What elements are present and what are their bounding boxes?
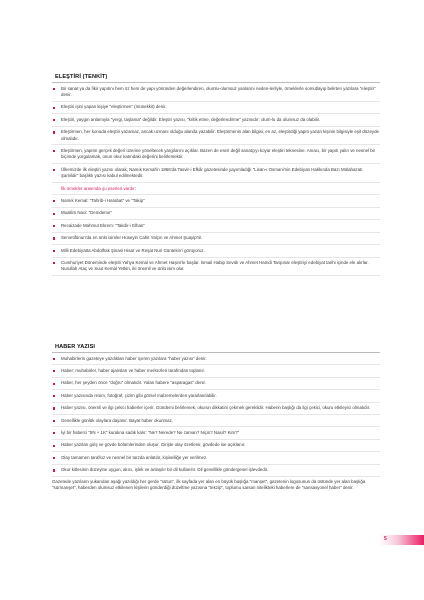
- list-item-text: Haber, her şeyden önce "doğru" olmalıdır. Yalan habere "asparagas" denir.: [61, 380, 206, 386]
- list-item: [52, 258, 380, 277]
- list-item-body: [52, 418, 380, 424]
- list-item-text: Servetifünun'da en ünlü isimler Hüseyin Cahit Yalçın ve Ahmet Şuayip'tir.: [61, 235, 203, 241]
- list-item-text: Cumhuriyet Döneminde eleştiri Yahya Kemal ve Ahmet Haşim'le başlar. İsmail Habip Sevük ve Ahmet Hamdi Tanpınar eleştiriyi edebiyat tarihi içinde ele alırlar. Nurullah Ataç ve Suut Kemal Yetkin, iki önemli ve ünlü isim olur.: [61, 260, 369, 272]
- list-item: [52, 195, 380, 207]
- list-item-text: Olay tamamen tarafsız ve nesnel bir tarzda anlatılır, kişiselliğe yer verilmez.: [61, 454, 208, 460]
- list-item: [52, 452, 380, 464]
- list-item-body: [52, 223, 380, 229]
- square-bullet-icon: [53, 469, 55, 471]
- square-bullet-icon: [53, 169, 55, 171]
- square-bullet-icon: [53, 457, 55, 459]
- bullet-list-b: [52, 195, 380, 276]
- square-bullet-icon: [53, 237, 55, 239]
- list-item-text: Muallim Naci: "Demdeme": [61, 210, 112, 216]
- list-item: [52, 440, 380, 452]
- list-item: [52, 220, 380, 232]
- list-item-body: [52, 104, 380, 110]
- square-bullet-icon: [53, 407, 55, 409]
- closing-paragraph: Gazetede yazıların yukarıdan aşağı yazıldığı her gerde "sütun", ilk sayfada yer alan en büyük başlığa "manşet", gazetenin logosunun da üstünde yer alan başlığa "sürmanşet", haberden olumsuz etkilenen kişilerin gönderdiği düzeltme yazısına "tekzip", toplumu sarsan nitelikteki haberlere de "sansasyonel haber" denir.: [52, 479, 366, 491]
- square-bullet-icon: [53, 200, 55, 202]
- bullet-list-a: [52, 83, 380, 183]
- square-bullet-icon: [53, 225, 55, 227]
- list-item: [52, 415, 380, 427]
- list-item-body: [52, 260, 380, 273]
- list-item: [52, 403, 380, 415]
- list-item: [52, 145, 380, 164]
- list-item: [52, 233, 380, 245]
- list-item-text: Genellikle günlük olaylara dayanır. Bayat haber okunmaz.: [61, 417, 174, 423]
- list-item: [52, 83, 380, 102]
- list-item: [52, 245, 380, 257]
- list-item-body: [52, 393, 380, 399]
- page-number: 5: [384, 536, 387, 542]
- section-title: HABER YAZISI: [52, 342, 380, 353]
- list-item-body: [52, 368, 380, 374]
- list-item-text: Eleştirmen, yapıtın gerçek değeri üzerine yöneltecek yargılarını açıklar. Bazen de eseri değil sanatçıyı koyar eleştiri teknesine. Amacı, bir yapıtı yalın ve nesnel bir biçimde yorgulamak, onun okur katındaki değerini belirlemektir.: [61, 147, 376, 160]
- list-item-text: Haber yazıları giriş ve gövde bölümlerinden oluşur. Girişte olay özetlenir, gövdede ise açıklanır.: [61, 442, 246, 448]
- list-item: [52, 127, 380, 146]
- square-bullet-icon: [53, 107, 55, 109]
- list-item-text: Recaizade Mahmut Ekrem: "Takdir-i Elhan": [61, 222, 145, 228]
- list-item-text: Milli Edebiyatta Abdülhak Şinasi Hisar ve Reşat Nuri Güntekin'i görüyoruz.: [61, 247, 205, 253]
- list-item-body: [52, 198, 380, 204]
- list-item: [52, 353, 380, 365]
- list-item-body: [52, 167, 380, 180]
- list-item: [52, 390, 380, 402]
- square-bullet-icon: [53, 119, 55, 121]
- square-bullet-icon: [53, 213, 55, 215]
- square-bullet-icon: [53, 395, 55, 397]
- list-item-text: İyi bir haberci "5N + 1K" kuralına sadık kalır: "Ne? Nerede? Ne zaman? Niçin? Nasıl? Kim?": [61, 429, 240, 435]
- square-bullet-icon: [53, 262, 55, 264]
- list-item-text: Namık Kemal: "Tahrib-i Harabat" ve "Takip": [61, 197, 145, 203]
- list-item-body: [52, 405, 380, 411]
- square-bullet-icon: [53, 358, 55, 360]
- list-item-text: Muhabirlerin gazeteye yazdıkları haber içeren yazılara "haber yazısı" denir.: [61, 355, 207, 361]
- square-bullet-icon: [53, 432, 55, 434]
- section-haber-yazisi: [52, 342, 380, 494]
- list-item-body: [52, 117, 380, 123]
- list-item-text: Eleştirmen, her konuda eleştiri yazamaz, ancak uzmanı olduğu alanda yazabilir. Eleştirmenin alan bilgisi, en az, eleştirdiği yapıtı yazan kişinin bilgisiyle eşit düzeyde olmalıdır.: [61, 129, 379, 141]
- square-bullet-icon: [53, 420, 55, 422]
- list-item-text: Haber yazısı, önemli ve ilgi çekici haberler içerir. Gündemi belirlemek, okurun dikkatini çekmek gereklidir. Haberin başlığı da ilgi çekici, okuru etkileyici olmalıdır.: [61, 405, 371, 411]
- list-item-body: [52, 442, 380, 448]
- list-item-text: Haber; muhabirler, haber ajansları ve haber merkezleri tarafından toplanır.: [61, 367, 205, 373]
- list-item: [52, 114, 380, 126]
- list-item-body: [52, 86, 380, 99]
- page-number-tab: [380, 535, 424, 545]
- list-item-body: [52, 248, 380, 254]
- section-elestiri: [52, 72, 380, 276]
- square-bullet-icon: [53, 150, 55, 152]
- square-bullet-icon: [53, 383, 55, 385]
- list-item: [52, 102, 380, 114]
- square-bullet-icon: [53, 131, 55, 133]
- list-item-body: [52, 455, 380, 461]
- list-item: [52, 164, 380, 183]
- list-item-text: Eleştiri işini yapan kişiye "eleştirmen" (münekkit) denir.: [61, 104, 167, 110]
- list-item-body: [52, 467, 380, 473]
- highlight-note: İlk örnekler arasında şu eserleri vardır:: [52, 183, 380, 195]
- list-item: [52, 465, 380, 477]
- square-bullet-icon: [53, 445, 55, 447]
- list-item-body: [52, 148, 380, 161]
- list-item: [52, 208, 380, 220]
- list-item-body: [52, 430, 380, 436]
- bullet-list: [52, 353, 380, 477]
- square-bullet-icon: [53, 370, 55, 372]
- list-item: [52, 378, 380, 390]
- list-item-text: Haber yazısında resim, fotoğraf, çizim gibi görsel malzemelerden yararlanılabilir.: [61, 392, 217, 398]
- list-item: [52, 365, 380, 377]
- list-item-body: [52, 235, 380, 241]
- section-title: ELEŞTİRİ (TENKİT): [52, 72, 380, 83]
- list-item: [52, 427, 380, 439]
- list-item-body: [52, 380, 380, 386]
- list-item-body: [52, 129, 380, 142]
- list-item-body: [52, 356, 380, 362]
- list-item-text: Eleştiri, yaygın anlamıyla "yergi, taşlama" değildir. Eleştiri yazısı, "kritik etme, değerlendirme" yazısıdır; olum-lu da olumsuz da olabilir.: [61, 116, 321, 122]
- list-item-text: Okur kitlesinin düzeyine uygun, akıcı, işlek ve anlaşılır bir dil kullanılır. Dil genellikle göndergesel işlevdedir.: [61, 467, 269, 473]
- list-item-body: [52, 210, 380, 216]
- list-item-text: Ülkemizde ilk eleştiri yazısı olarak, Namık Kemal'in 1866'da Tasvir-i Efkâr gazetesinde yayımladığı "Lisan-ı Osmani'nin Edebiyatı Hakkında Bazı Mülahazatı Şamildir" başlıklı yazısı kabul edilmektedir.: [61, 166, 363, 179]
- list-item-text: Bir sanat ya da fikir yapıtını hem öz hem de yapı yönünden değerlendiren, olumlu-olumsuz yanlarını neden-lerilyle, örneklerle somutlayıp belirten yazılara "eleştiri" denir.: [61, 85, 376, 97]
- square-bullet-icon: [53, 88, 55, 90]
- square-bullet-icon: [53, 250, 55, 252]
